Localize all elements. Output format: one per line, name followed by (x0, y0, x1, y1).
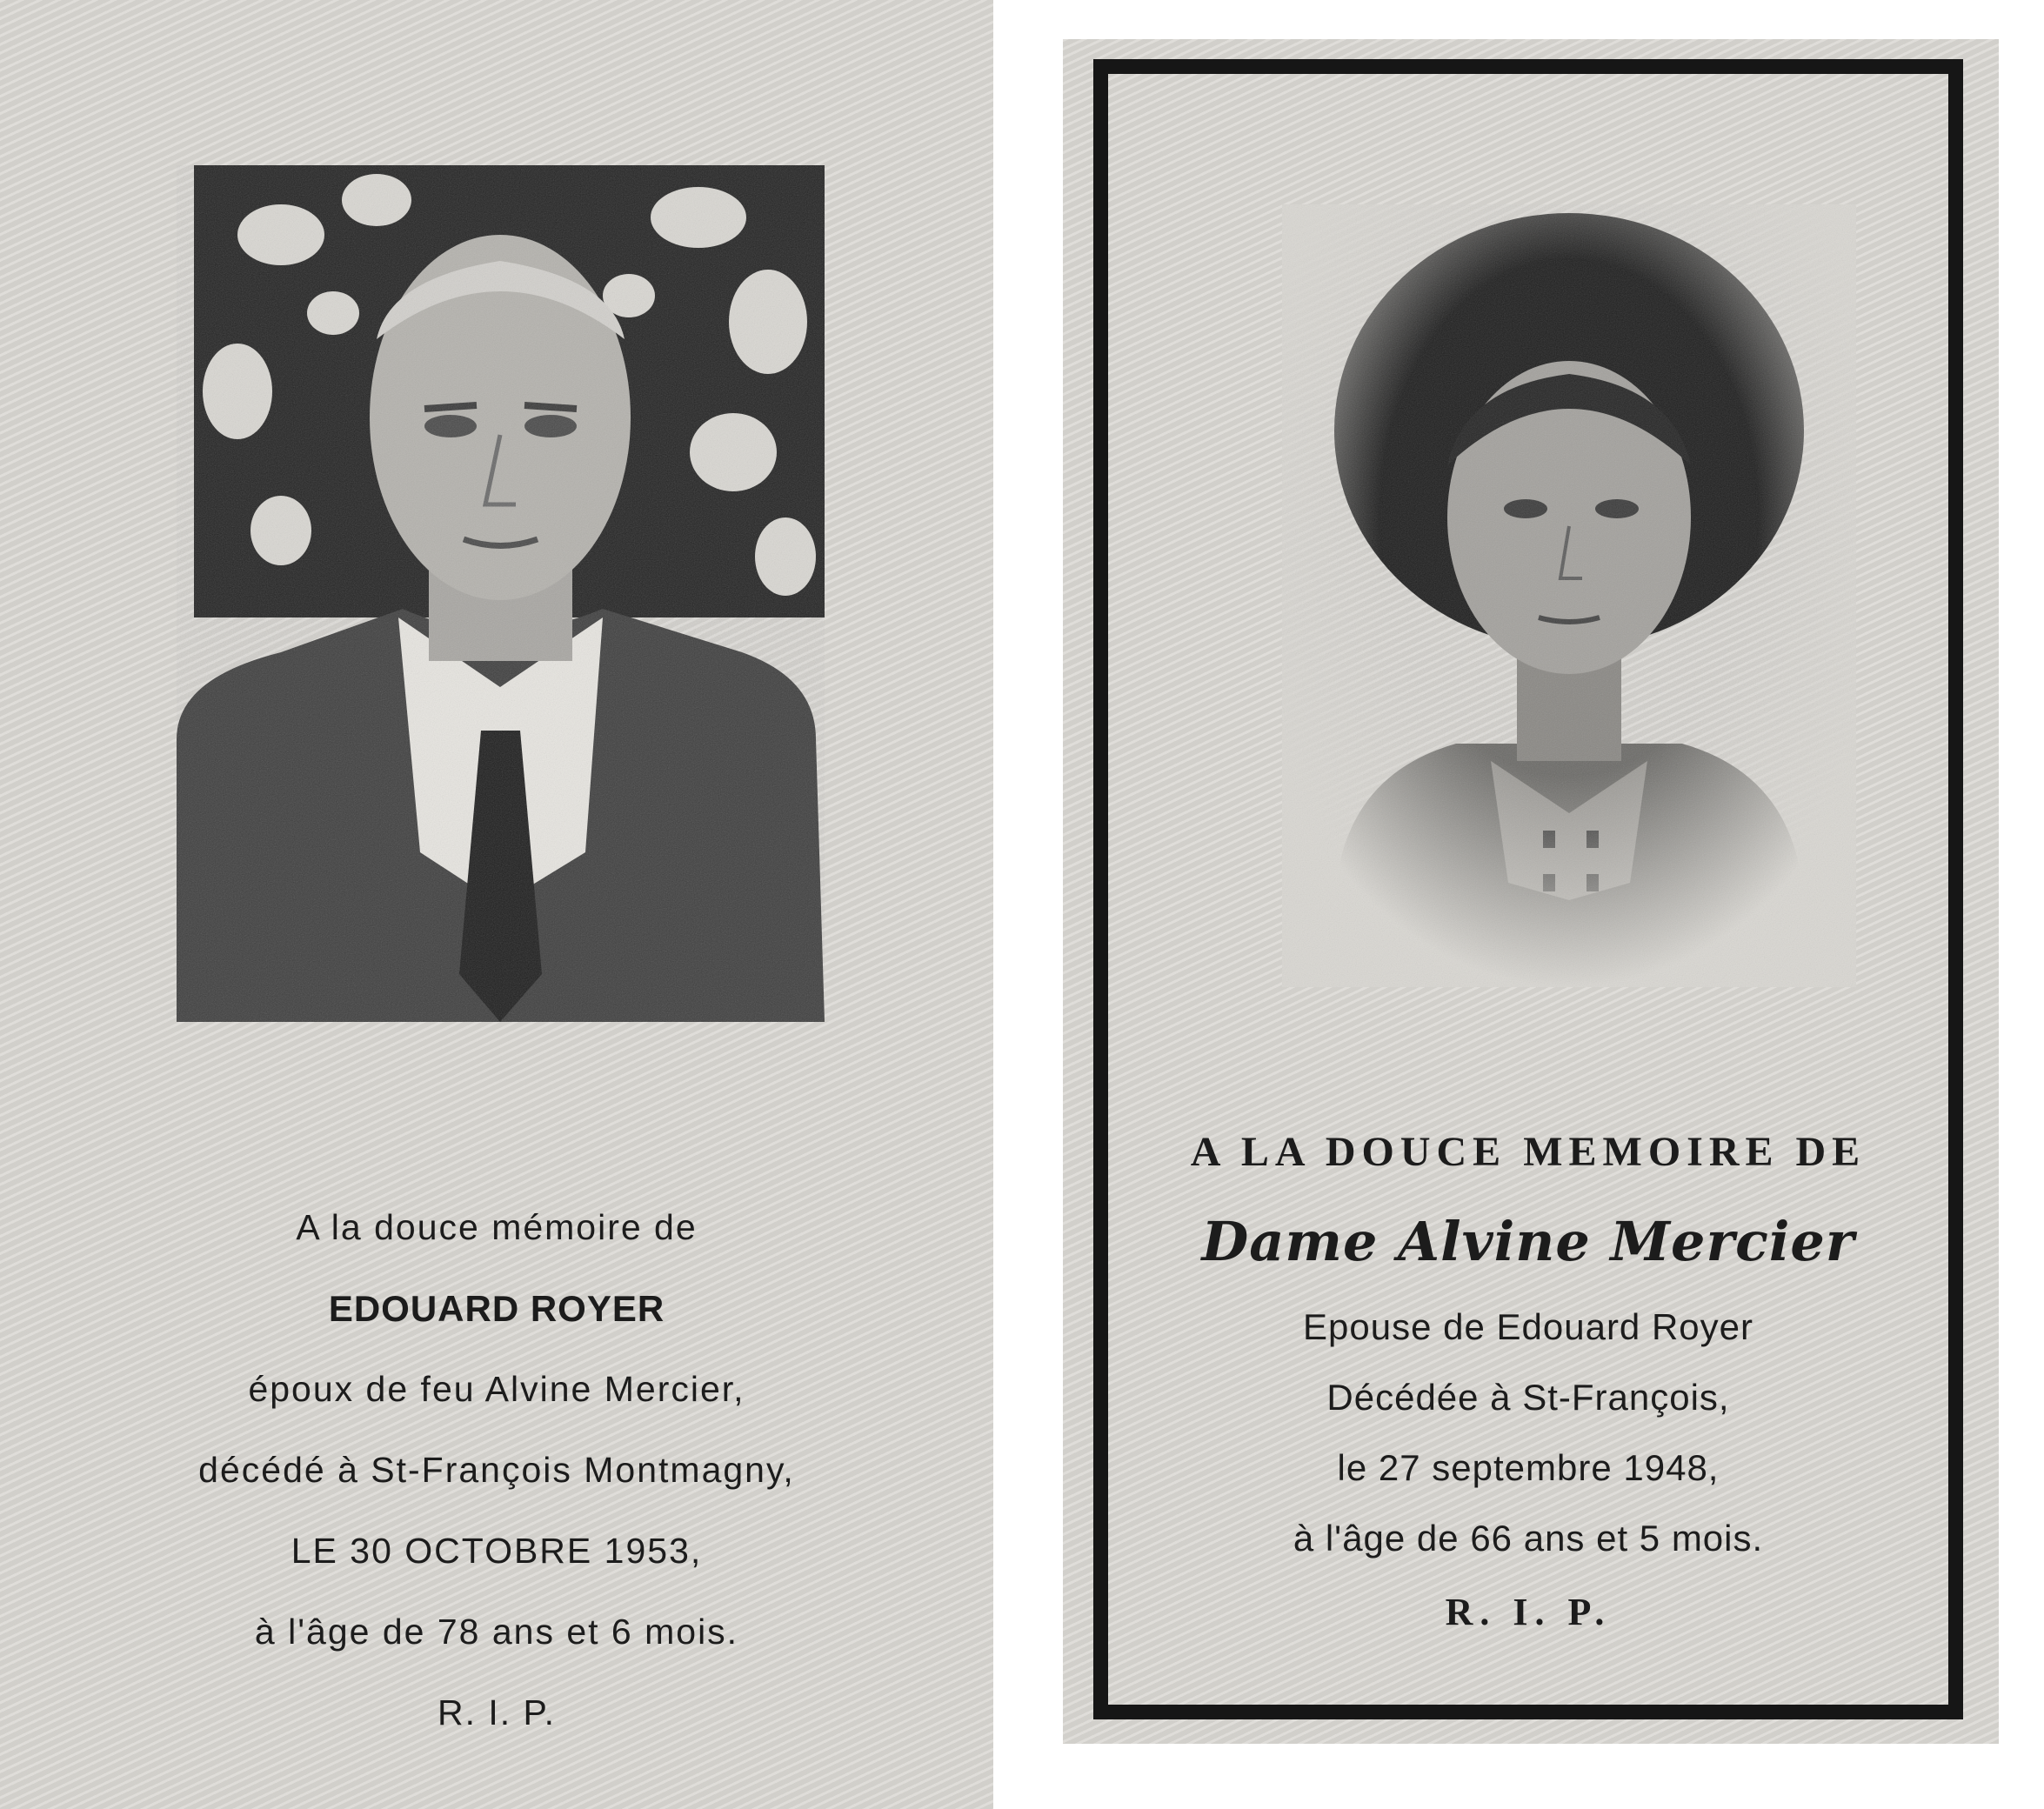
age-at-death: à l'âge de 78 ans et 6 mois. (254, 1612, 739, 1652)
age-at-death: à l'âge de 66 ans et 5 mois. (1293, 1518, 1764, 1559)
deceased-name: Dame Alvine Mercier (1201, 1210, 1855, 1273)
portrait-man-photo (177, 165, 825, 1022)
death-date: le 27 septembre 1948, (1337, 1447, 1720, 1488)
portrait-woman-photo (1282, 204, 1856, 987)
left-card-text (0, 1187, 993, 1753)
death-place: décédé à St-François Montmagny, (198, 1450, 795, 1490)
death-date: LE 30 OCTOBRE 1953, (291, 1531, 703, 1571)
death-place: Décédée à St-François, (1326, 1377, 1730, 1418)
memorial-card-edouard-royer (0, 0, 993, 1809)
memorial-card-alvine-mercier (1063, 39, 1999, 1744)
deceased-name: EDOUARD ROYER (328, 1288, 665, 1329)
right-card-text (1108, 1113, 1948, 1652)
rip-text: R. I. P. (1445, 1591, 1612, 1633)
black-border-frame (1093, 59, 1963, 1719)
memorial-heading: A la douce mémoire de (296, 1207, 698, 1247)
spouse-line: Epouse de Edouard Royer (1303, 1306, 1753, 1347)
rip-text: R. I. P. (437, 1692, 557, 1732)
spouse-line: époux de feu Alvine Mercier, (248, 1369, 745, 1409)
memorial-heading: A LA DOUCE MEMOIRE DE (1190, 1129, 1867, 1175)
